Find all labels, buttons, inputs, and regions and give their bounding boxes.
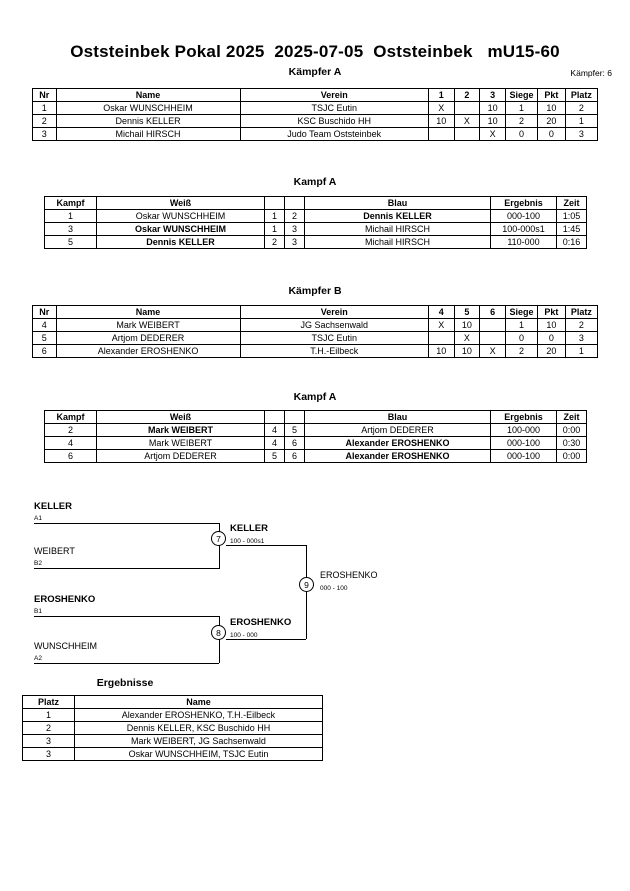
cell-blau: Alexander EROSHENKO	[305, 450, 491, 463]
cell-zeit: 0:16	[557, 236, 587, 249]
table-row	[45, 223, 587, 236]
cell-num-white: 4	[265, 424, 285, 437]
cell-weiss: Mark WEIBERT	[97, 437, 265, 450]
header-col-3: 3	[480, 89, 506, 102]
header-col-2: 2	[454, 89, 480, 102]
cell-score-5: 10	[454, 319, 480, 332]
cell-score-6	[480, 319, 506, 332]
cell-score-4: 10	[428, 345, 454, 358]
bracket-line	[34, 663, 219, 664]
cell-name: Dennis KELLER, KSC Buschido HH	[75, 722, 323, 735]
cell-kampf: 6	[45, 450, 97, 463]
cell-name: Alexander EROSHENKO	[56, 345, 240, 358]
table-row	[23, 722, 323, 735]
cell-score-4: X	[428, 319, 454, 332]
bracket-match-winner: EROSHENKO	[320, 570, 378, 580]
cell-nr: 3	[33, 128, 57, 141]
table-row	[33, 319, 598, 332]
cell-nr: 2	[33, 115, 57, 128]
pool-a-table	[32, 88, 598, 141]
cell-platz: 3	[23, 735, 75, 748]
cell-blau: Alexander EROSHENKO	[305, 437, 491, 450]
cell-score-3: 10	[480, 115, 506, 128]
cell-pkt: 0	[538, 332, 566, 345]
cell-platz: 2	[565, 319, 597, 332]
header-pkt: Pkt	[538, 89, 566, 102]
cell-nr: 6	[33, 345, 57, 358]
bracket-match-number: 8	[211, 625, 226, 640]
cell-verein: Judo Team Oststeinbek	[240, 128, 428, 141]
cell-platz: 2	[565, 102, 597, 115]
bracket-entry-name: WEIBERT	[34, 546, 75, 556]
cell-num-white: 4	[265, 437, 285, 450]
cell-nr: 4	[33, 319, 57, 332]
results-table	[22, 695, 323, 761]
cell-name: Alexander EROSHENKO, T.H.-Eilbeck	[75, 709, 323, 722]
cell-score-6	[480, 332, 506, 345]
bracket-line	[34, 616, 219, 617]
table-row	[45, 424, 587, 437]
header-col-6: 6	[480, 306, 506, 319]
header-ergebnis: Ergebnis	[491, 197, 557, 210]
cell-score-3: 10	[480, 102, 506, 115]
header-platz: Platz	[23, 696, 75, 709]
cell-zeit: 0:00	[557, 450, 587, 463]
bracket-match-score: 100 - 000s1	[230, 538, 265, 545]
cell-score-5: 10	[454, 345, 480, 358]
cell-platz: 3	[23, 748, 75, 761]
pool-b-table	[32, 305, 598, 358]
cell-nr: 1	[33, 102, 57, 115]
header-col-1: 1	[428, 89, 454, 102]
header-weiss: Weiß	[97, 197, 265, 210]
header-kampf: Kampf	[45, 197, 97, 210]
header-nr: Nr	[33, 306, 57, 319]
bracket-entry-name: WUNSCHHEIM	[34, 641, 97, 651]
cell-name: Michail HIRSCH	[56, 128, 240, 141]
header-blau: Blau	[305, 197, 491, 210]
header-zeit: Zeit	[557, 197, 587, 210]
bracket-match-winner: EROSHENKO	[230, 617, 292, 628]
cell-platz: 1	[23, 709, 75, 722]
cell-score-2	[454, 128, 480, 141]
header-verein: Verein	[240, 89, 428, 102]
fights-a-header-row	[45, 197, 587, 210]
cell-verein: KSC Buschido HH	[240, 115, 428, 128]
bracket-match-number: 9	[299, 577, 314, 592]
cell-zeit: 1:05	[557, 210, 587, 223]
section-title-fights-b: Kampf A	[293, 391, 337, 403]
fights-b-table	[44, 410, 587, 463]
cell-siege: 0	[505, 128, 537, 141]
table-row	[23, 709, 323, 722]
cell-zeit: 0:00	[557, 424, 587, 437]
header-name: Name	[56, 89, 240, 102]
cell-verein: T.H.-Eilbeck	[240, 345, 428, 358]
cell-score-1: X	[428, 102, 454, 115]
section-title-fights-a: Kampf A	[293, 176, 337, 188]
bracket-match-winner: KELLER	[230, 523, 268, 534]
fights-a-table	[44, 196, 587, 249]
cell-blau: Dennis KELLER	[305, 210, 491, 223]
cell-num-blue: 3	[285, 236, 305, 249]
table-row	[33, 115, 598, 128]
cell-kampf: 2	[45, 424, 97, 437]
fighters-count: Kämpfer: 6	[570, 68, 612, 78]
cell-name: Mark WEIBERT, JG Sachsenwald	[75, 735, 323, 748]
cell-ergebnis: 000-100	[491, 450, 557, 463]
section-title-pool-b: Kämpfer B	[288, 285, 342, 297]
pool-a-header-row	[33, 89, 598, 102]
bracket-match-score: 000 - 100	[320, 585, 348, 592]
cell-name: Oskar WUNSCHHEIM, TSJC Eutin	[75, 748, 323, 761]
table-row	[33, 102, 598, 115]
cell-name: Artjom DEDERER	[56, 332, 240, 345]
header-blau: Blau	[305, 411, 491, 424]
cell-name: Oskar WUNSCHHEIM	[56, 102, 240, 115]
header-num-blue	[285, 411, 305, 424]
cell-platz: 3	[565, 332, 597, 345]
table-row	[33, 128, 598, 141]
header-zeit: Zeit	[557, 411, 587, 424]
bracket-line	[226, 545, 306, 546]
cell-pkt: 10	[538, 102, 566, 115]
table-row	[45, 450, 587, 463]
cell-num-blue: 6	[285, 437, 305, 450]
header-col-5: 5	[454, 306, 480, 319]
cell-blau: Michail HIRSCH	[305, 236, 491, 249]
bracket-entry-seed: B2	[34, 560, 42, 567]
cell-zeit: 1:45	[557, 223, 587, 236]
header-col-4: 4	[428, 306, 454, 319]
cell-score-1	[428, 128, 454, 141]
cell-score-2: X	[454, 115, 480, 128]
cell-pkt: 10	[538, 319, 566, 332]
cell-num-white: 1	[265, 210, 285, 223]
table-row	[23, 748, 323, 761]
cell-verein: TSJC Eutin	[240, 332, 428, 345]
cell-ergebnis: 110-000	[491, 236, 557, 249]
cell-pkt: 0	[538, 128, 566, 141]
cell-zeit: 0:30	[557, 437, 587, 450]
cell-blau: Artjom DEDERER	[305, 424, 491, 437]
header-num-white	[265, 197, 285, 210]
cell-weiss: Mark WEIBERT	[97, 424, 265, 437]
cell-score-1: 10	[428, 115, 454, 128]
cell-blau: Michail HIRSCH	[305, 223, 491, 236]
cell-kampf: 3	[45, 223, 97, 236]
bracket-match-score: 100 - 000	[230, 632, 258, 639]
cell-kampf: 4	[45, 437, 97, 450]
cell-score-2	[454, 102, 480, 115]
cell-weiss: Oskar WUNSCHHEIM	[97, 223, 265, 236]
cell-name: Dennis KELLER	[56, 115, 240, 128]
header-platz: Platz	[565, 89, 597, 102]
bracket-line	[34, 568, 219, 569]
cell-platz: 2	[23, 722, 75, 735]
page-title: Oststeinbek Pokal 2025 2025-07-05 Oststeinbek mU15-60	[70, 42, 560, 61]
header-weiss: Weiß	[97, 411, 265, 424]
bracket-entry-seed: A2	[34, 655, 42, 662]
table-row	[45, 236, 587, 249]
bracket-line	[226, 639, 306, 640]
header-siege: Siege	[505, 89, 537, 102]
cell-platz: 1	[565, 345, 597, 358]
header-platz: Platz	[565, 306, 597, 319]
cell-kampf: 1	[45, 210, 97, 223]
cell-siege: 0	[505, 332, 537, 345]
table-row	[45, 437, 587, 450]
cell-verein: TSJC Eutin	[240, 102, 428, 115]
header-verein: Verein	[240, 306, 428, 319]
cell-num-white: 5	[265, 450, 285, 463]
cell-kampf: 5	[45, 236, 97, 249]
cell-pkt: 20	[538, 345, 566, 358]
bracket-entry-name: KELLER	[34, 501, 72, 512]
cell-num-white: 1	[265, 223, 285, 236]
cell-ergebnis: 100-000s1	[491, 223, 557, 236]
bracket-entry-seed: A1	[34, 515, 42, 522]
bracket-match-number: 7	[211, 531, 226, 546]
pool-b-header-row	[33, 306, 598, 319]
elimination-bracket	[0, 495, 630, 680]
cell-platz: 3	[565, 128, 597, 141]
cell-siege: 1	[505, 102, 537, 115]
cell-weiss: Oskar WUNSCHHEIM	[97, 210, 265, 223]
header-siege: Siege	[505, 306, 537, 319]
cell-verein: JG Sachsenwald	[240, 319, 428, 332]
cell-score-3: X	[480, 128, 506, 141]
cell-nr: 5	[33, 332, 57, 345]
cell-siege: 2	[505, 115, 537, 128]
cell-score-5: X	[454, 332, 480, 345]
cell-pkt: 20	[538, 115, 566, 128]
section-title-results: Ergebnisse	[96, 677, 154, 689]
fights-b-header-row	[45, 411, 587, 424]
table-row	[45, 210, 587, 223]
header-num-blue	[285, 197, 305, 210]
results-header-row	[23, 696, 323, 709]
cell-num-blue: 2	[285, 210, 305, 223]
header-nr: Nr	[33, 89, 57, 102]
cell-score-6: X	[480, 345, 506, 358]
cell-platz: 1	[565, 115, 597, 128]
header-num-white	[265, 411, 285, 424]
cell-num-white: 2	[265, 236, 285, 249]
header-ergebnis: Ergebnis	[491, 411, 557, 424]
header-name: Name	[75, 696, 323, 709]
cell-ergebnis: 100-000	[491, 424, 557, 437]
cell-siege: 1	[505, 319, 537, 332]
cell-num-blue: 5	[285, 424, 305, 437]
cell-name: Mark WEIBERT	[56, 319, 240, 332]
cell-ergebnis: 000-100	[491, 210, 557, 223]
cell-siege: 2	[505, 345, 537, 358]
bracket-entry-seed: B1	[34, 608, 42, 615]
cell-weiss: Artjom DEDERER	[97, 450, 265, 463]
section-title-pool-a: Kämpfer A	[288, 66, 342, 78]
bracket-entry-name: EROSHENKO	[34, 594, 96, 605]
cell-score-4	[428, 332, 454, 345]
table-row	[33, 345, 598, 358]
cell-ergebnis: 000-100	[491, 437, 557, 450]
header-pkt: Pkt	[538, 306, 566, 319]
table-row	[33, 332, 598, 345]
cell-weiss: Dennis KELLER	[97, 236, 265, 249]
cell-num-blue: 3	[285, 223, 305, 236]
header-name: Name	[56, 306, 240, 319]
table-row	[23, 735, 323, 748]
bracket-line	[34, 523, 219, 524]
cell-num-blue: 6	[285, 450, 305, 463]
header-kampf: Kampf	[45, 411, 97, 424]
